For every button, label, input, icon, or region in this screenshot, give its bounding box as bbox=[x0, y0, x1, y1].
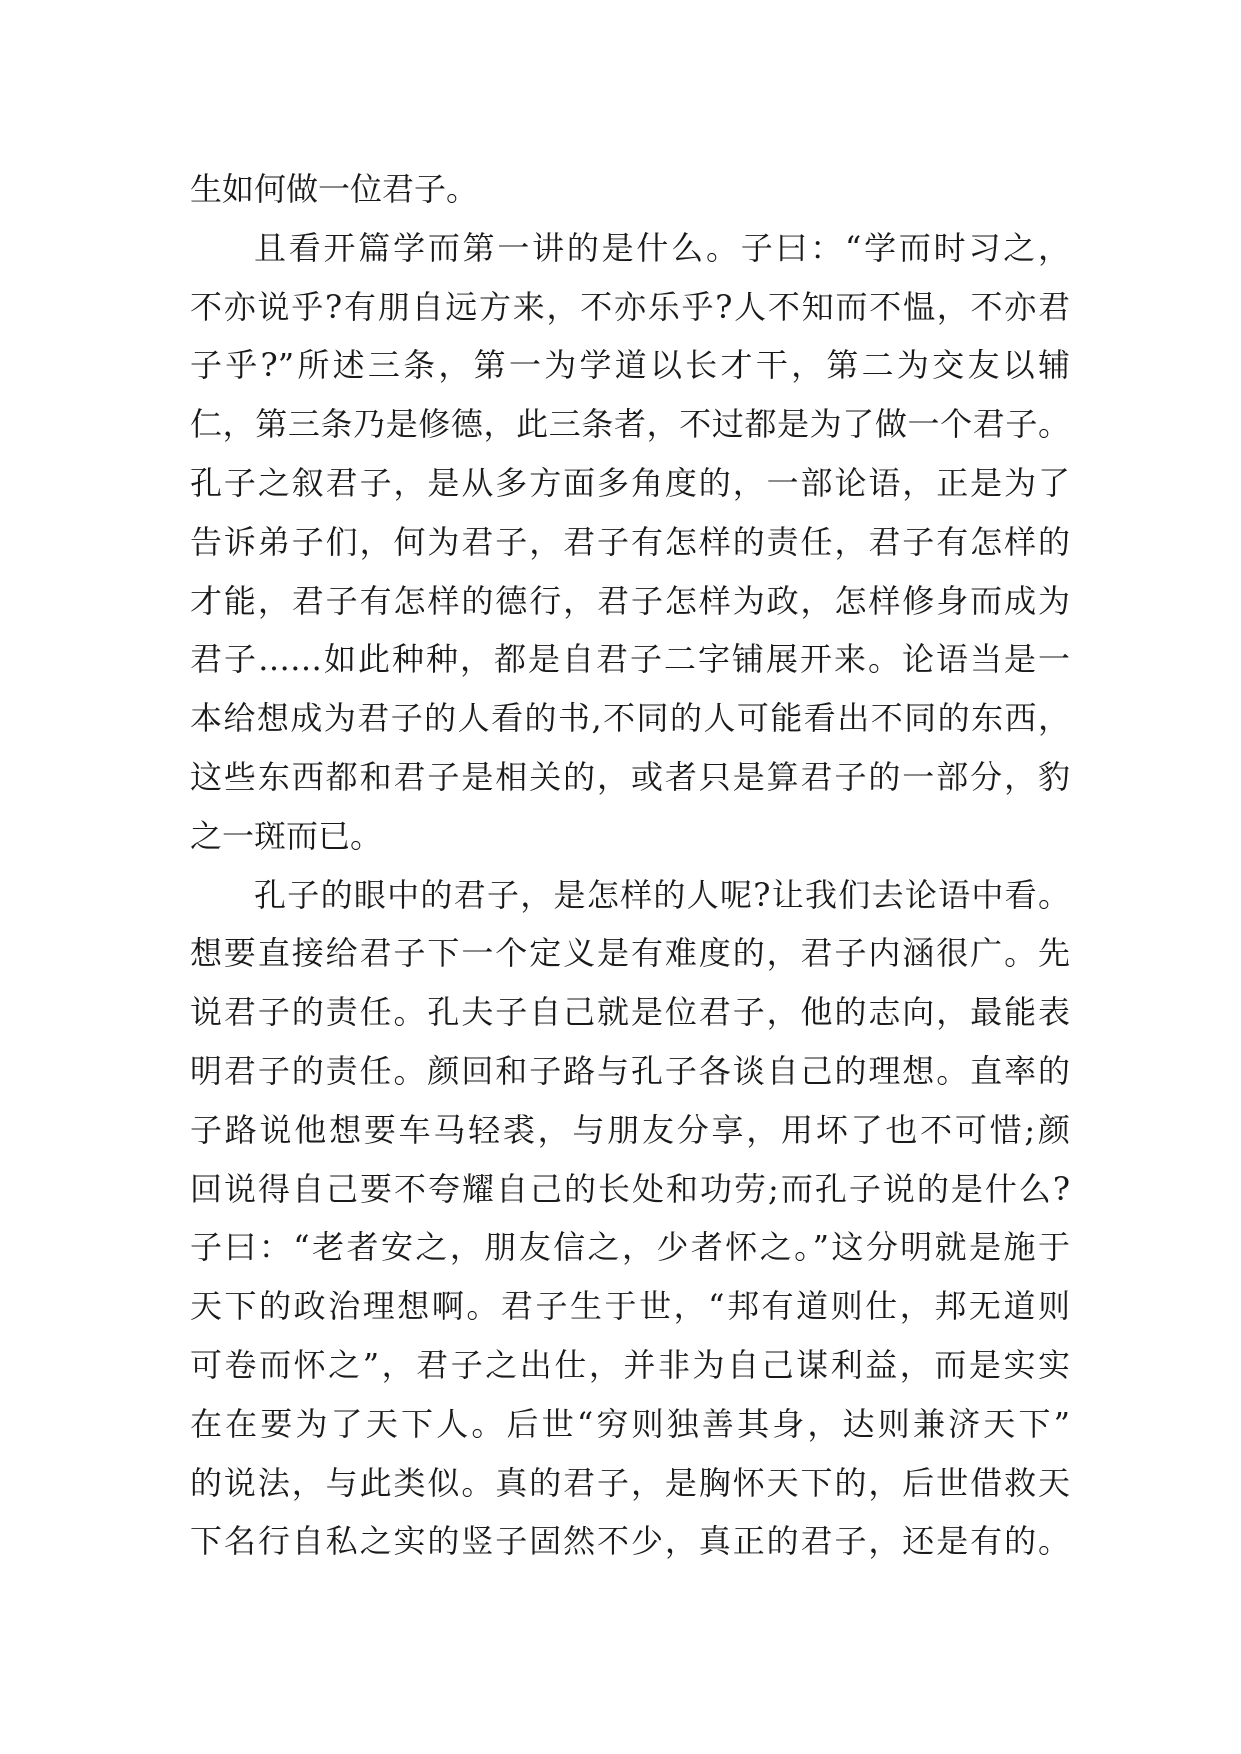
text-line: 子乎?”所述三条，第一为学道以长才干，第二为交友以辅 bbox=[190, 346, 1070, 385]
text-line: 的说法，与此类似。真的君子，是胸怀天下的，后世借救天 bbox=[190, 1463, 1070, 1502]
paragraph-first-line: 孔子的眼中的君子，是怎样的人呢?让我们去论语中看。 bbox=[254, 875, 1070, 914]
text-line: 孔子之叙君子，是从多方面多角度的，一部论语，正是为了 bbox=[190, 463, 1070, 502]
text-line: 才能，君子有怎样的德行，君子怎样为政，怎样修身而成为 bbox=[190, 581, 1070, 620]
paragraph-first-line: 且看开篇学而第一讲的是什么。子曰：“学而时习之， bbox=[254, 228, 1070, 267]
text-line: 在在要为了天下人。后世“穷则独善其身，达则兼济天下” bbox=[190, 1404, 1070, 1443]
text-line: 告诉弟子们，何为君子，君子有怎样的责任，君子有怎样的 bbox=[190, 522, 1070, 561]
text-line: 之一斑而已。 bbox=[190, 816, 383, 855]
body-text bbox=[190, 160, 1070, 1571]
text-line: 仁，第三条乃是修德，此三条者，不过都是为了做一个君子。 bbox=[190, 405, 1070, 444]
text-line: 本给想成为君子的人看的书,不同的人可能看出不同的东西， bbox=[190, 699, 1070, 738]
text-line: 子曰：“老者安之，朋友信之，少者怀之。”这分明就是施于 bbox=[190, 1228, 1070, 1267]
text-line: 子路说他想要车马轻裘，与朋友分享，用坏了也不可惜;颜 bbox=[190, 1110, 1070, 1149]
text-line: 君子……如此种种，都是自君子二字铺展开来。论语当是一 bbox=[190, 640, 1070, 679]
text-line: 可卷而怀之”，君子之出仕，并非为自己谋利益，而是实实 bbox=[190, 1345, 1070, 1384]
text-line: 回说得自己要不夸耀自己的长处和功劳;而孔子说的是什么? bbox=[190, 1169, 1070, 1208]
text-line: 生如何做一位君子。 bbox=[190, 170, 479, 208]
text-line: 这些东西都和君子是相关的，或者只是算君子的一部分，豹 bbox=[190, 757, 1070, 796]
text-line: 想要直接给君子下一个定义是有难度的，君子内涵很广。先 bbox=[190, 934, 1070, 973]
text-line: 明君子的责任。颜回和子路与孔子各谈自己的理想。直率的 bbox=[190, 1051, 1070, 1090]
text-line: 天下的政治理想啊。君子生于世，“邦有道则仕，邦无道则 bbox=[190, 1287, 1070, 1326]
text-line: 说君子的责任。孔夫子自己就是位君子，他的志向，最能表 bbox=[190, 993, 1070, 1032]
text-line: 下名行自私之实的竖子固然不少，真正的君子，还是有的。 bbox=[190, 1522, 1070, 1561]
text-line: 不亦说乎?有朋自远方来，不亦乐乎?人不知而不愠，不亦君 bbox=[190, 287, 1070, 326]
